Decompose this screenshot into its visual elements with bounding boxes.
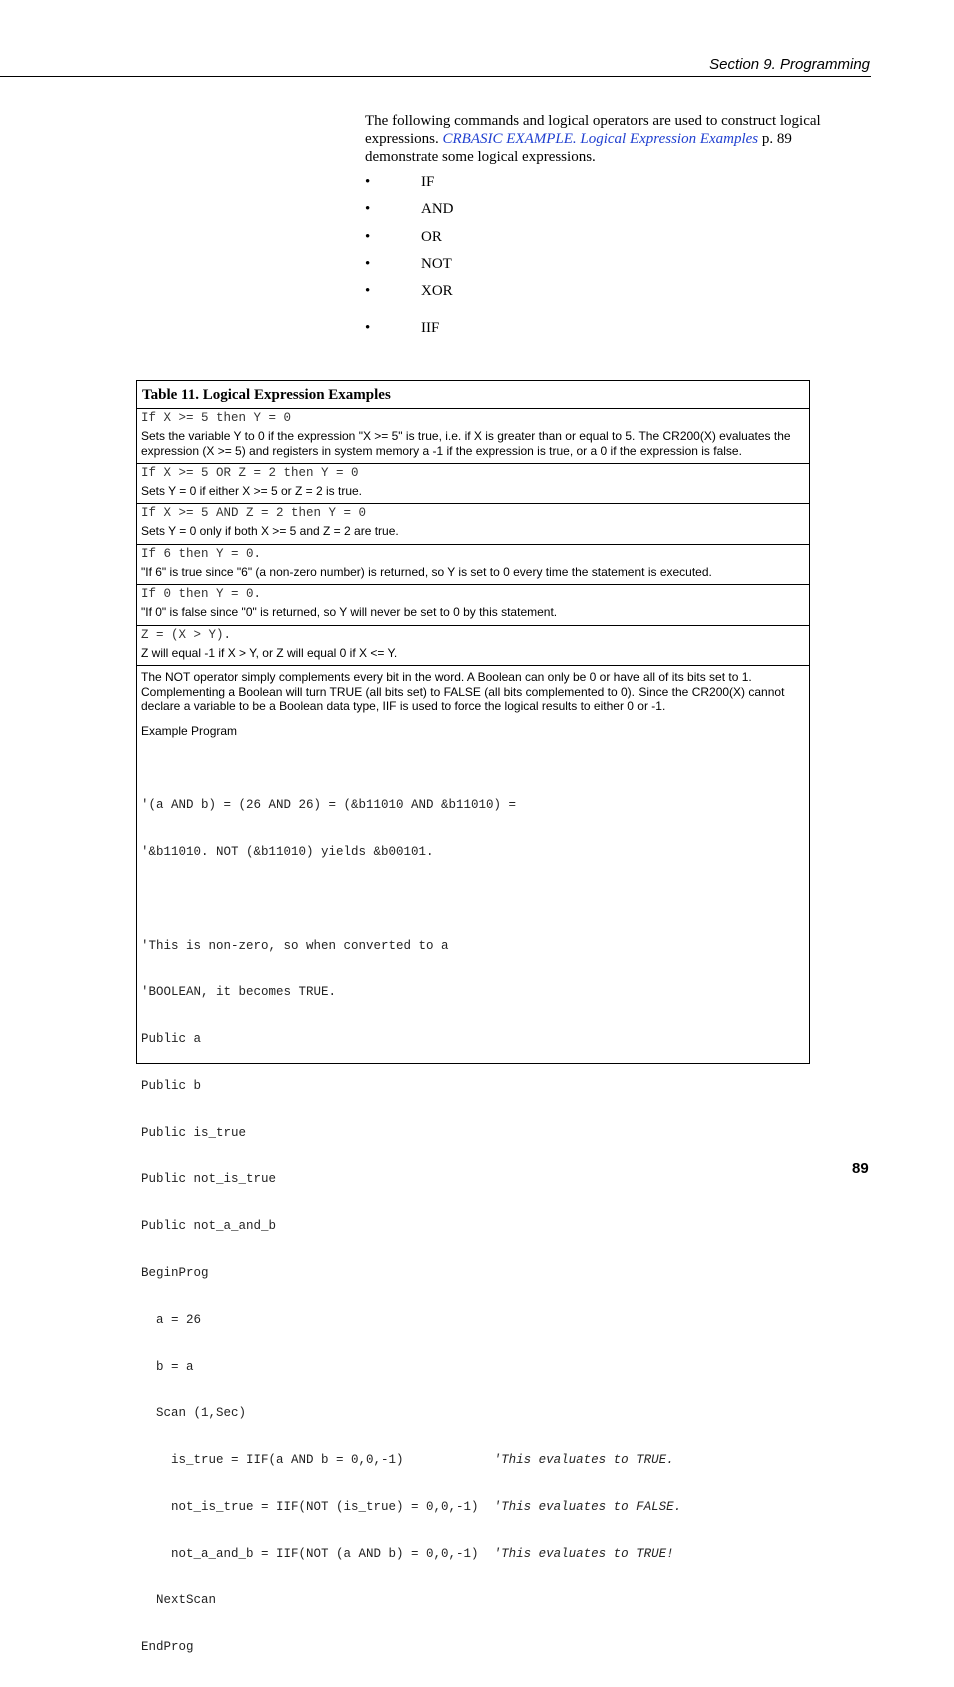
code-line: '(a AND b) = (26 AND 26) = (&b11010 AND &b11010) = <box>141 798 517 813</box>
list-item <box>365 256 665 276</box>
code-line: NextScan <box>141 1593 217 1608</box>
code-line: Public not_is_true <box>141 1172 277 1187</box>
intro-text-before: The following commands and logical operators are used to construct logical expressions. <box>365 113 821 147</box>
not-operator-description: The NOT operator simply complements every bit in the word. A Boolean can only be 0 or have all of its bits set to 1. Complementing a Boolean will turn TRUE (all bits set) to FALSE (all bits complemented to 0). Since the CR200(X) cannot declare a variable to be a Boolean data type, IIF is used to force the logical results to either 0 or -1. <box>141 670 785 713</box>
list-item-label: AND <box>421 201 454 217</box>
table-caption-row <box>137 381 809 409</box>
code-line: Public b <box>141 1078 202 1093</box>
example-program-code <box>141 767 681 1687</box>
table-row <box>137 504 809 545</box>
table-row <box>137 626 809 666</box>
table-row <box>137 464 809 504</box>
list-item-label: IIF <box>421 320 440 336</box>
example-description: "If 6" is true since "6" (a non-zero number) is returned, so Y is set to 0 every time the statement is executed. <box>141 565 712 579</box>
example-code: If 0 then Y = 0. <box>141 587 262 601</box>
bullet-icon: • <box>365 201 371 217</box>
list-item-label: OR <box>421 229 442 245</box>
example-code: If X >= 5 OR Z = 2 then Y = 0 <box>141 466 359 480</box>
table-row <box>137 409 809 464</box>
list-item <box>365 174 665 194</box>
example-code: If 6 then Y = 0. <box>141 547 262 561</box>
list-item <box>365 320 665 340</box>
code-line: not_a_and_b = IIF(NOT (a AND b) = 0,0,-1) 'This evaluates to TRUE! <box>141 1546 674 1561</box>
bullet-icon: • <box>365 283 371 299</box>
list-item <box>365 229 665 249</box>
code-line: BeginProg <box>141 1266 209 1280</box>
bullet-icon: • <box>365 256 371 272</box>
example-description: Sets Y = 0 if either X >= 5 or Z = 2 is true. <box>141 484 363 498</box>
example-code: If X >= 5 AND Z = 2 then Y = 0 <box>141 506 367 520</box>
page-number: 89 <box>852 1160 869 1177</box>
code-line: a = 26 <box>141 1312 202 1327</box>
section-title: Section 9. Programming <box>709 56 870 73</box>
intro-text-after: p. 89 demonstrate some logical expressions. <box>365 131 792 165</box>
crbasic-example-link[interactable]: CRBASIC EXAMPLE. Logical Expression Examples <box>442 131 759 147</box>
logical-expression-table <box>136 380 810 1655</box>
example-program-row <box>137 666 809 1655</box>
example-description: "If 0" is false since "0" is returned, so Y will never be set to 0 by this statement. <box>141 605 558 619</box>
code-line: EndProg <box>141 1640 194 1655</box>
code-line: 'This is non-zero, so when converted to a <box>141 938 449 953</box>
code-line: not_is_true = IIF(NOT (is_true) = 0,0,-1) 'This evaluates to FALSE. <box>141 1499 682 1514</box>
table-caption: Table 11. Logical Expression Examples <box>142 387 391 403</box>
code-line: Public a <box>141 1032 202 1047</box>
intro-paragraph <box>365 112 850 166</box>
code-line: 'BOOLEAN, it becomes TRUE. <box>141 985 337 1000</box>
list-item <box>365 201 665 221</box>
code-line: is_true = IIF(a AND b = 0,0,-1) 'This evaluates to TRUE. <box>141 1453 674 1468</box>
bullet-icon: • <box>365 174 371 190</box>
table-row <box>137 585 809 626</box>
code-line: Public is_true <box>141 1125 247 1140</box>
code-line: Scan (1,Sec) <box>141 1406 247 1421</box>
bullet-icon: • <box>365 320 371 336</box>
list-item-label: NOT <box>421 256 452 272</box>
code-line: Public not_a_and_b <box>141 1219 277 1234</box>
page-header <box>0 52 871 77</box>
bullet-icon: • <box>365 229 371 245</box>
example-description: Sets the variable Y to 0 if the expression "X >= 5" is true, i.e. if X is greater than or equal to 5. The CR200(X) evaluates the expression (X >= 5) and registers in system memory a -1 if the expression is true, or a 0 if the expression is false. <box>141 429 791 458</box>
code-line: '&b11010. NOT (&b11010) yields &b00101. <box>141 844 434 859</box>
example-description: Z will equal -1 if X > Y, or Z will equal 0 if X <= Y. <box>141 646 398 660</box>
example-description: Sets Y = 0 only if both X >= 5 and Z = 2 are true. <box>141 524 399 538</box>
list-item-label: IF <box>421 174 435 190</box>
example-program-label: Example Program <box>141 724 238 738</box>
code-line: b = a <box>141 1359 194 1374</box>
table-row <box>137 545 809 585</box>
code-line <box>141 892 681 908</box>
example-code: Z = (X > Y). <box>141 628 232 642</box>
example-code: If X >= 5 then Y = 0 <box>141 411 292 425</box>
list-item-label: XOR <box>421 283 453 299</box>
list-item <box>365 283 665 303</box>
